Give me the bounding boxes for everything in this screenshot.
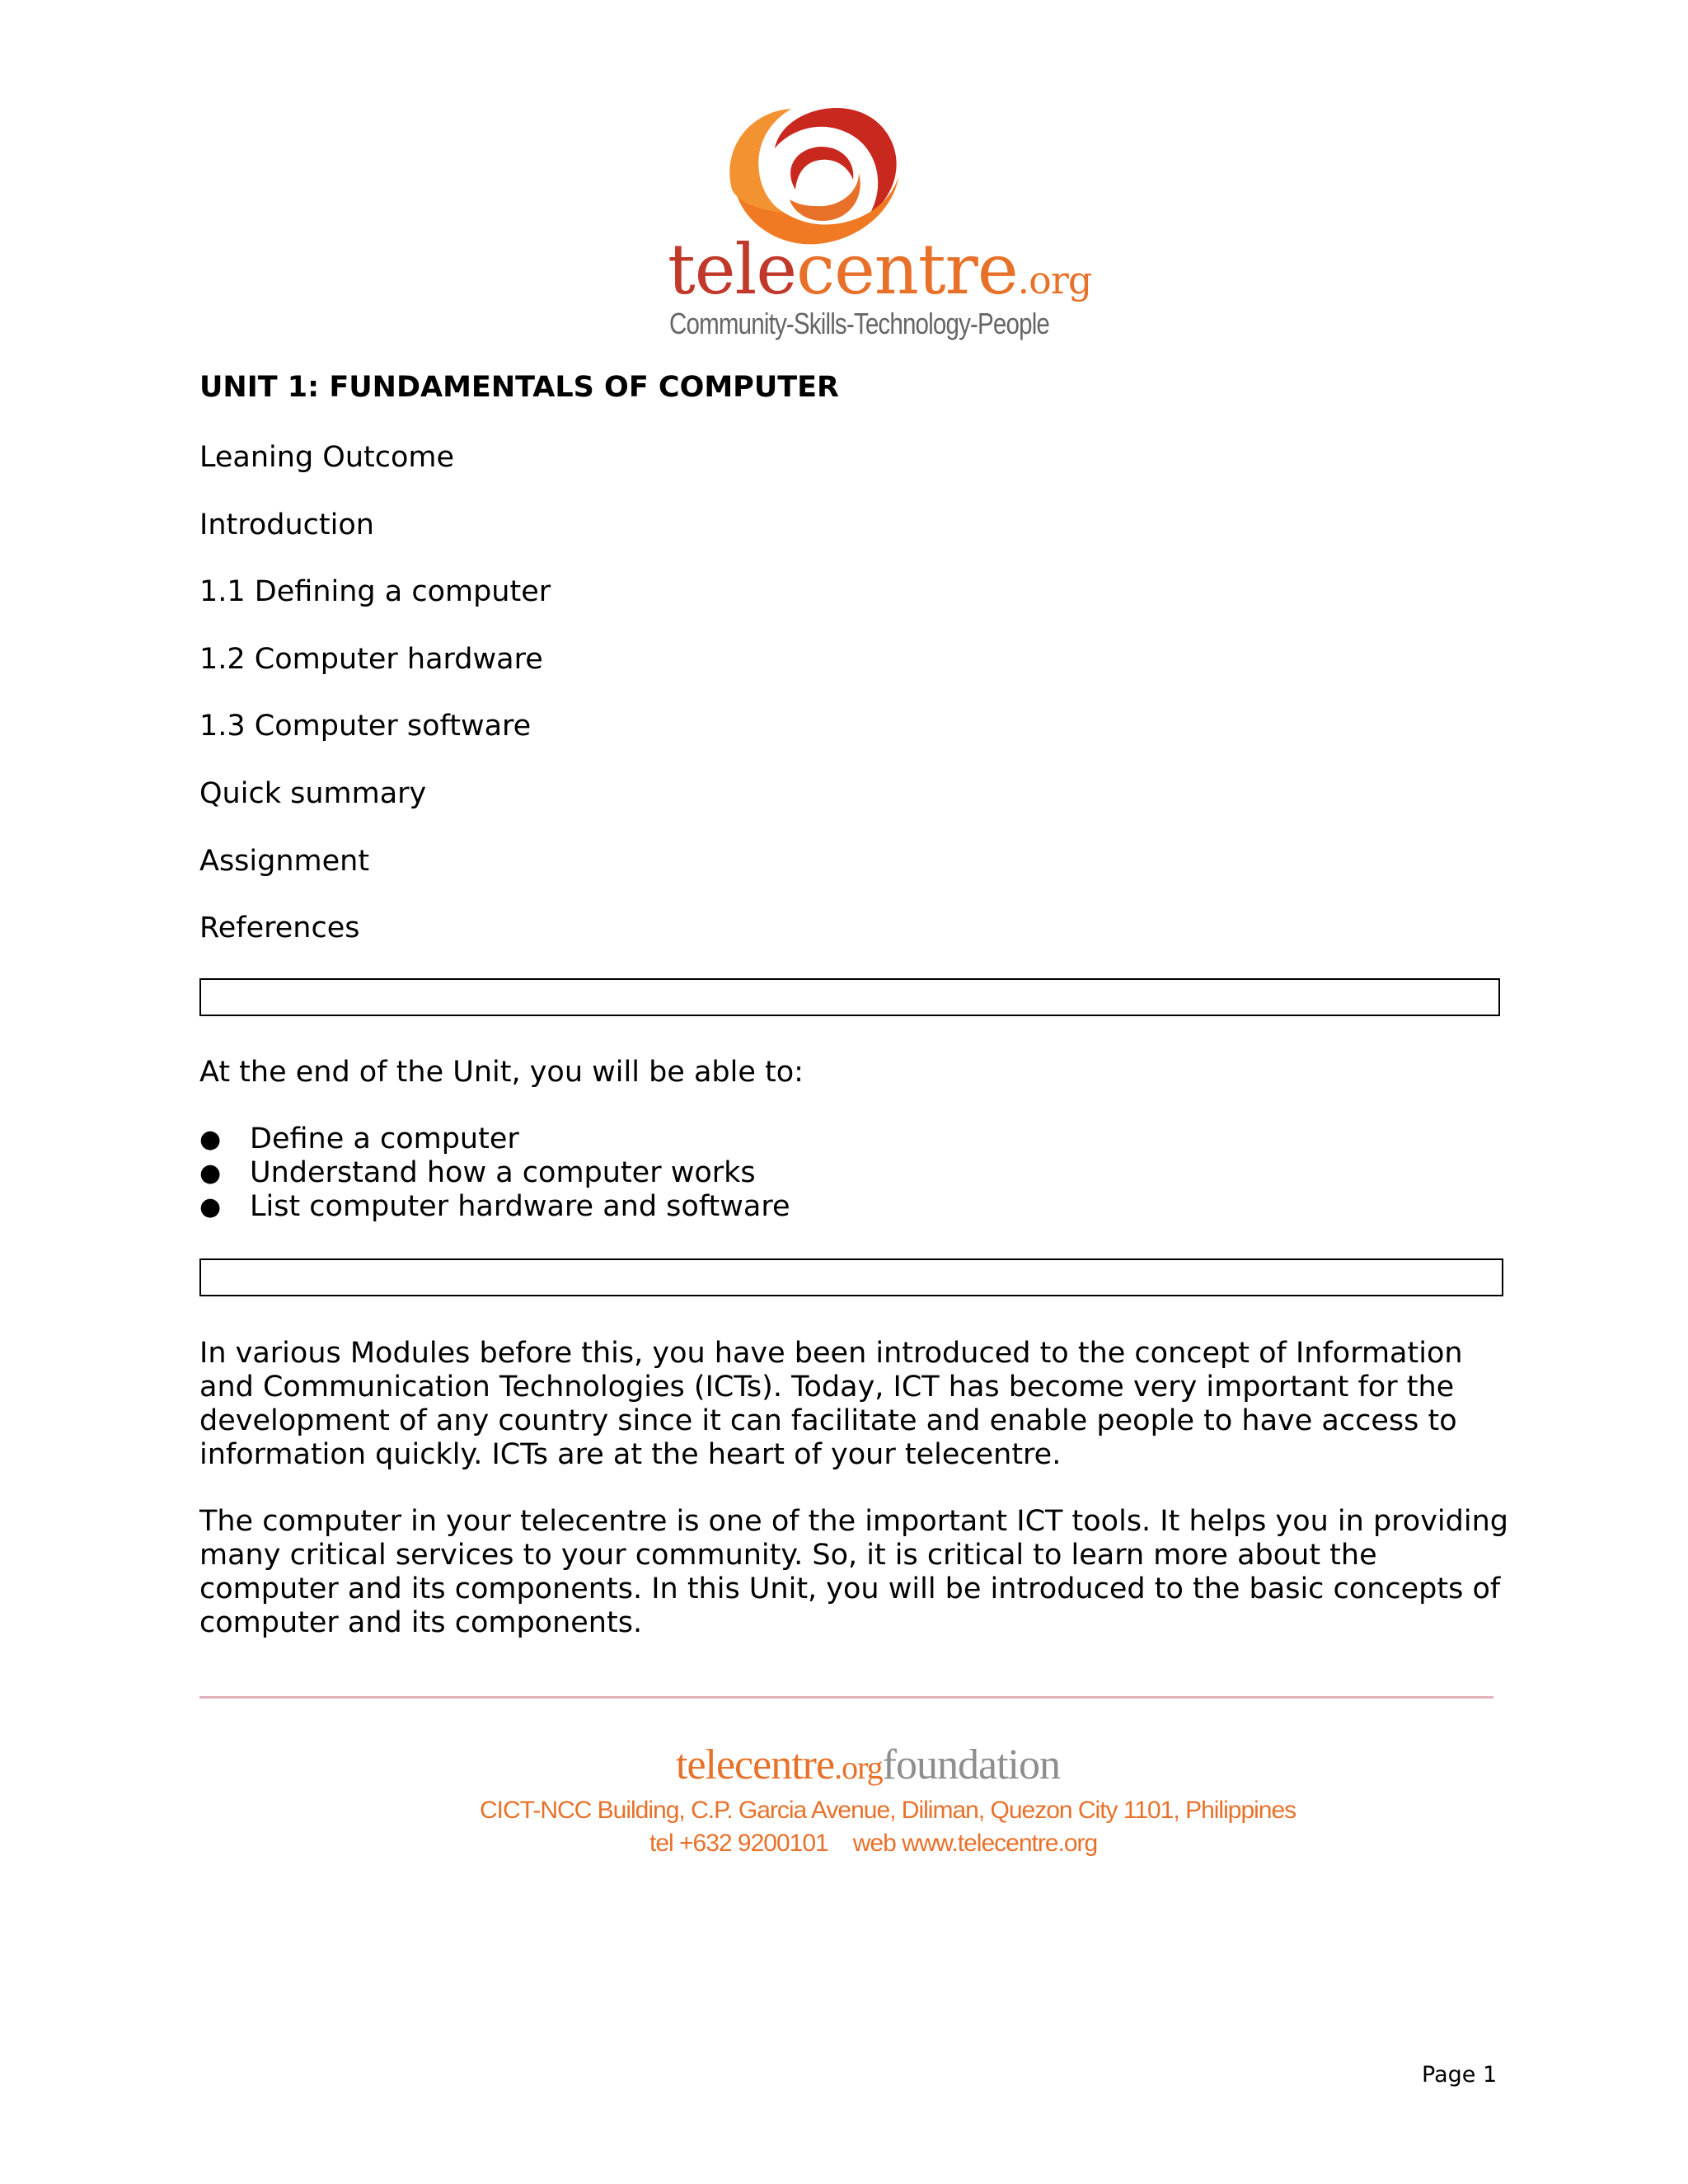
list-item-text: Define a computer (250, 1122, 519, 1155)
list-item (199, 1156, 790, 1190)
toc-item: Quick summary (199, 776, 427, 810)
toc-item: Assignment (199, 844, 370, 878)
bullet-icon: ● (199, 1125, 222, 1154)
footer-divider (199, 1696, 1493, 1699)
section-heading-box (199, 1258, 1503, 1296)
footer-tel: tel +632 9200101 (649, 1830, 828, 1857)
toc-item: 1.3 Computer software (199, 710, 532, 743)
toc-item: References (199, 912, 360, 945)
list-item (199, 1190, 790, 1224)
bullet-icon: ● (199, 1193, 222, 1221)
footer-address: CICT-NCC Building, C.P. Garcia Avenue, Diliman, Quezon City 1101, Philippines (480, 1797, 1296, 1824)
intro-paragraph: In various Modules before this, you have been introduced to the concept of Information and Communication Technologies (ICTs). Today, ICT has become very important for the development of any country since it can facilitate and enable people to have access to information quickly. ICTs are at the heart of your telecentre. (199, 1337, 1463, 1471)
footer-web: web www.telecentre.org (852, 1830, 1098, 1857)
logo-word-centre: centre (796, 229, 1018, 310)
footer-brand-main: telecentre (676, 1741, 835, 1788)
unit-title: UNIT 1: FUNDAMENTALS OF COMPUTER (199, 371, 839, 404)
list-item-text: List computer hardware and software (250, 1190, 790, 1223)
intro-paragraph: The computer in your telecentre is one of the important ICT tools. It helps you in providing many critical services to your community. So, it is critical to learn more about the computer and its components. In this Unit, you will be introduced to the basic concepts of computer and its components. (199, 1505, 1508, 1639)
footer-brand-org: .org (834, 1749, 883, 1786)
logo-wordmark (668, 229, 1091, 310)
learning-outcome-intro: At the end of the Unit, you will be able to: (199, 1056, 804, 1089)
logo-tagline: Community-Skills-Technology-People (669, 307, 1050, 340)
learning-outcome-list (199, 1122, 790, 1224)
logo-word-org: .org (1017, 258, 1092, 302)
toc-item: Introduction (199, 508, 374, 541)
section-heading-box (199, 978, 1500, 1016)
list-item (199, 1122, 790, 1156)
toc-item: 1.2 Computer hardware (199, 642, 543, 676)
footer-brand (676, 1741, 1060, 1789)
telecentre-logo (659, 82, 1092, 346)
toc-item: 1.1 Defining a computer (199, 575, 551, 609)
toc-item: Leaning Outcome (199, 441, 455, 474)
page-number: Page 1 (1422, 2062, 1498, 2088)
logo-word-tele: tele (668, 229, 797, 310)
bullet-icon: ● (199, 1159, 222, 1188)
footer-brand-foundation: foundation (882, 1741, 1060, 1788)
footer-contact (649, 1830, 1097, 1858)
table-of-contents (199, 438, 551, 977)
list-item-text: Understand how a computer works (250, 1156, 756, 1189)
